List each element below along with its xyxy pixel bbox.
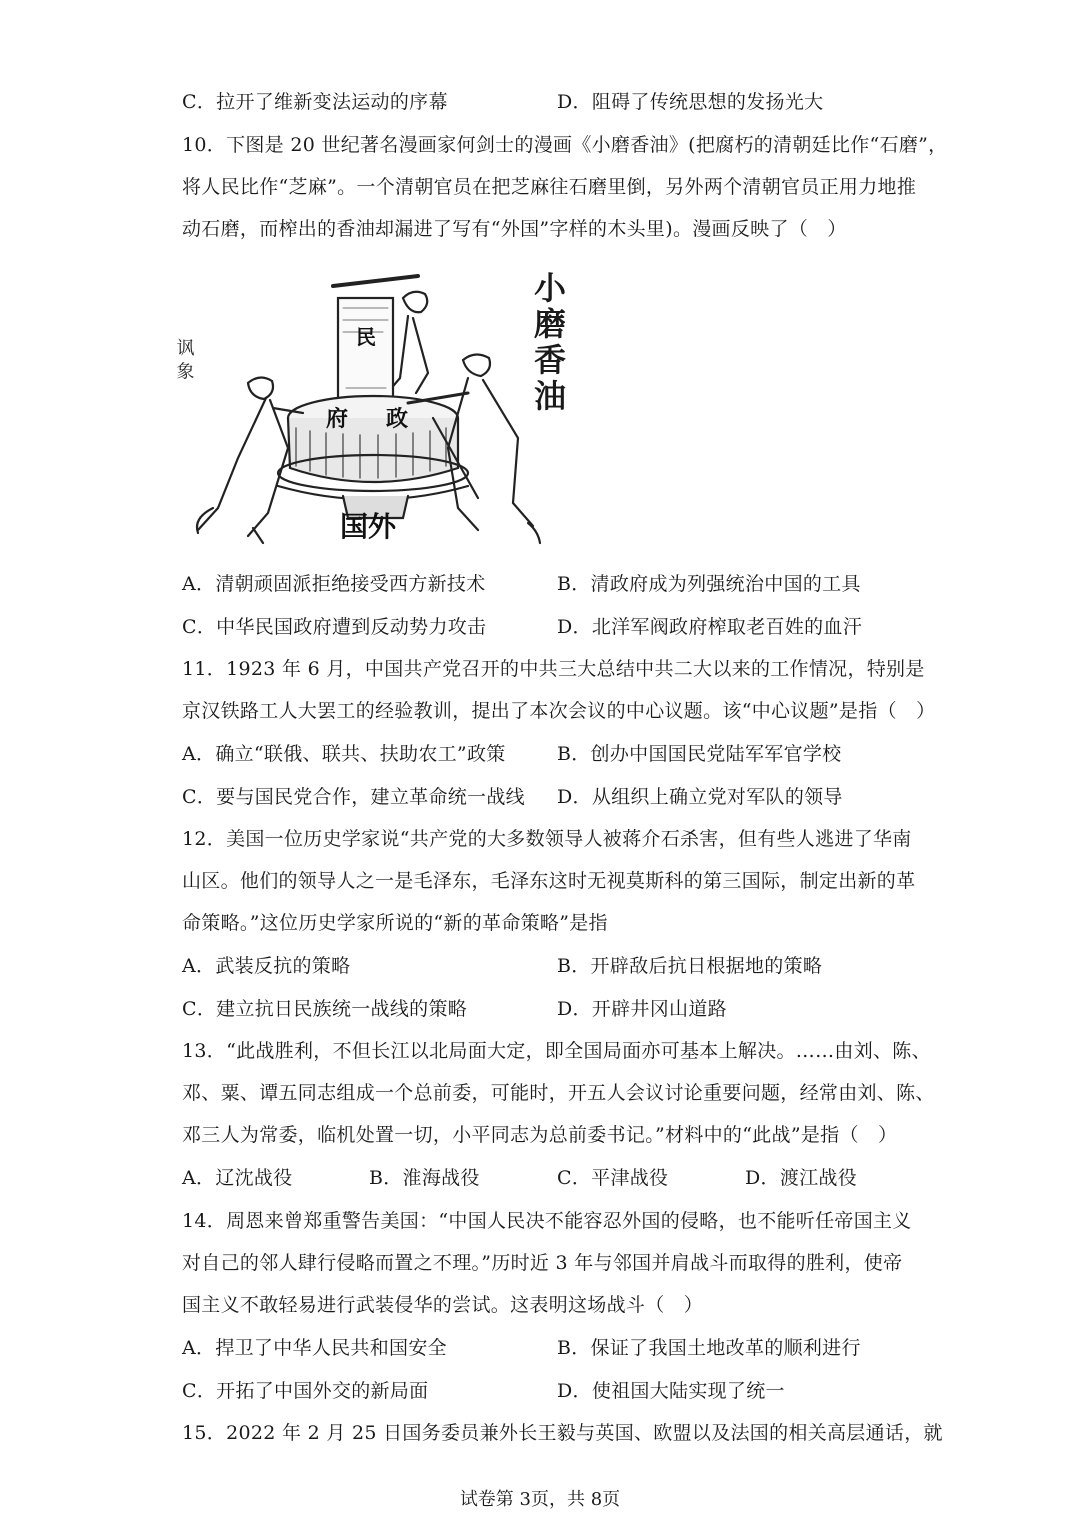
q14-stem-line-1: 14．周恩来曾郑重警告美国：“中国人民决不能容忍外国的侵略，也不能听任帝国主义 <box>182 1210 912 1232</box>
q14-stem-line-2: 对自己的邻人肆行侵略而置之不理。”历时近 3 年与邻国并肩战斗而取得的胜利，使帝 <box>182 1252 903 1274</box>
cartoon-title <box>525 270 575 414</box>
artist-signature: 讽 象 <box>173 338 195 380</box>
q14-option-a: A．捍卫了中华人民共和国安全 <box>182 1337 447 1359</box>
q13-option-d: D．渡江战役 <box>745 1167 858 1189</box>
cartoon-title-char: 油 <box>533 377 566 415</box>
q14-option-c: C．开拓了中国外交的新局面 <box>182 1380 429 1402</box>
q10-option-d: D．北洋军阀政府榨取老百姓的血汗 <box>557 616 863 638</box>
q15-stem-line-1: 15．2022 年 2 月 25 日国务委员兼外长王毅与英国、欧盟以及法国的相关高层通话，就 <box>182 1422 943 1444</box>
q12-stem-line-3: 命策略。”这位历史学家所说的“新的革命策略”是指 <box>182 912 608 934</box>
q10-option-a: A．清朝顽固派拒绝接受西方新技术 <box>182 573 486 595</box>
cartoon-title-char: 香 <box>533 341 566 379</box>
q9-option-c: C．拉开了维新变法运动的序幕 <box>182 91 448 113</box>
q12-option-a: A．武装反抗的策略 <box>182 955 351 977</box>
q10-stem-line-3: 动石磨，而榨出的香油却漏进了写有“外国”字样的木头里)。漫画反映了（ ） <box>182 218 847 240</box>
q9-option-d: D．阻碍了传统思想的发扬光大 <box>557 91 824 113</box>
q13-stem-line-2: 邓、粟、谭五同志组成一个总前委，可能时，开五人会议讨论重要问题，经常由刘、陈、 <box>182 1082 935 1104</box>
q11-option-b: B．创办中国国民党陆军军官学校 <box>557 743 842 765</box>
q13-stem-line-1: 13．“此战胜利，不但长江以北局面大定，即全国局面亦可基本上解决。……由刘、陈、 <box>182 1040 931 1062</box>
cartoon-title-char: 小 <box>533 269 566 307</box>
page-footer: 试卷第 3页，共 8页 <box>459 1489 621 1510</box>
label-fu: 府 <box>326 406 349 432</box>
q13-option-a: A．辽沈战役 <box>182 1167 293 1189</box>
q11-stem-line-1: 11．1923 年 6 月，中国共产党召开的中共三大总结中共二大以来的工作情况，特别是 <box>182 658 925 680</box>
q10-option-c: C．中华民国政府遭到反动势力攻击 <box>182 616 487 638</box>
q12-stem-line-2: 山区。他们的领导人之一是毛泽东，毛泽东这时无视莫斯科的第三国际，制定出新的革 <box>182 870 916 892</box>
q12-option-b: B．开辟敌后抗日根据地的策略 <box>557 955 823 977</box>
q12-option-c: C．建立抗日民族统一战线的策略 <box>182 998 468 1020</box>
cartoon-title-char: 磨 <box>533 305 566 343</box>
q10-option-b: B．清政府成为列强统治中国的工具 <box>557 573 861 595</box>
q14-option-b: B．保证了我国土地改革的顺利进行 <box>557 1337 861 1359</box>
q10-stem-line-2: 将人民比作“芝麻”。一个清朝官员在把芝麻往石磨里倒，另外两个清朝官员正用力地推 <box>182 176 917 198</box>
q14-option-d: D．使祖国大陆实现了统一 <box>557 1380 785 1402</box>
q11-option-d: D．从组织上确立党对军队的领导 <box>557 786 843 808</box>
q11-option-a: A．确立“联俄、联共、扶助农工”政策 <box>182 743 506 765</box>
label-foreign: 国外 <box>340 510 397 543</box>
q13-option-c: C．平津战役 <box>557 1167 669 1189</box>
q11-option-c: C．要与国民党合作，建立革命统一战线 <box>182 786 525 808</box>
q10-stem-line-1: 10．下图是 20 世纪著名漫画家何剑士的漫画《小磨香油》(把腐朽的清朝廷比作“石磨”， <box>182 134 948 156</box>
q13-option-b: B．淮海战役 <box>369 1167 480 1189</box>
q13-stem-line-3: 邓三人为常委，临机处置一切，小平同志为总前委书记。”材料中的“此战”是指（ ） <box>182 1124 898 1146</box>
q12-option-d: D．开辟井冈山道路 <box>557 998 727 1020</box>
label-zheng: 政 <box>386 406 409 432</box>
q12-stem-line-1: 12．美国一位历史学家说“共产党的大多数领导人被蒋介石杀害，但有些人逃进了华南 <box>182 828 912 850</box>
label-people: 民 <box>356 325 376 349</box>
q14-stem-line-3: 国主义不敢轻易进行武装侵华的尝试。这表明这场战斗（ ） <box>182 1294 704 1316</box>
q11-stem-line-2: 京汉铁路工人大罢工的经验教训，提出了本次会议的中心议题。该“中心议题”是指（ ） <box>182 700 936 722</box>
